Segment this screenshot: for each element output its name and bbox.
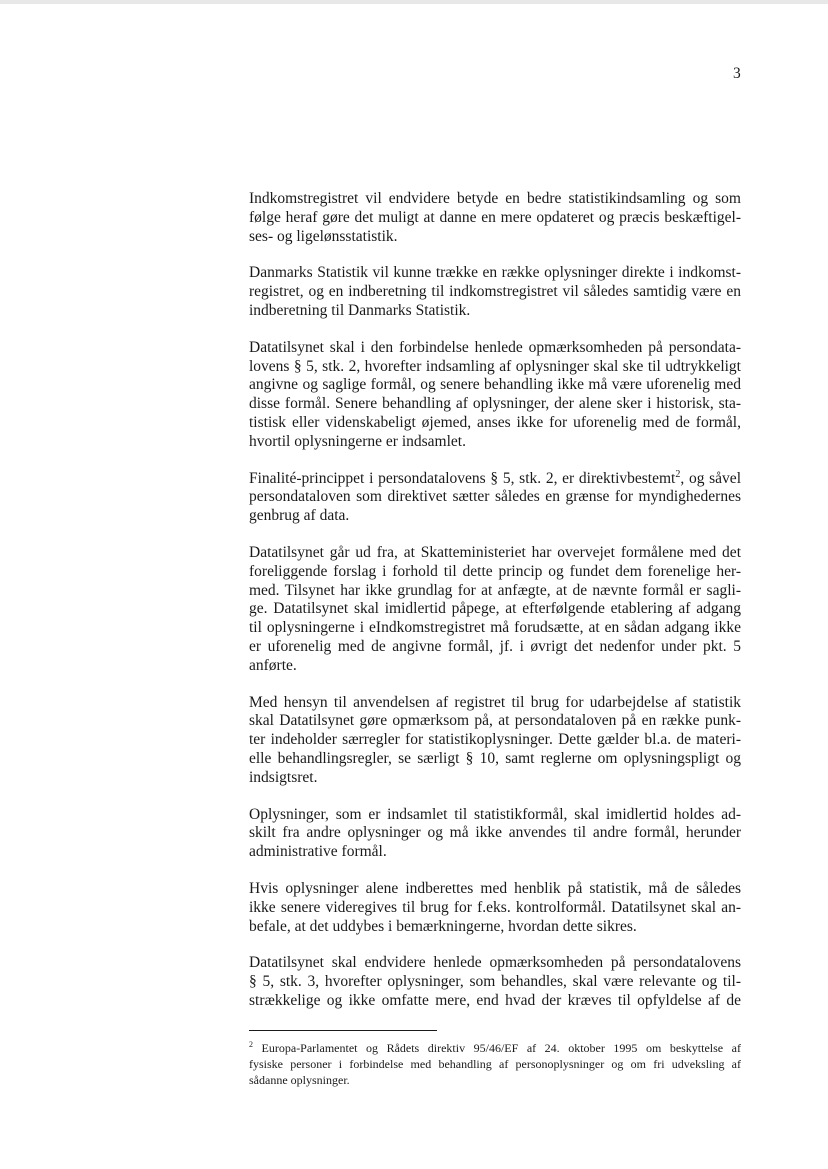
text-line: administrative formål. xyxy=(249,843,387,861)
text-line: Datatilsynet skal endvidere henlede opmærksomheden på persondatalovens xyxy=(249,954,741,972)
text-line: Danmarks Statistik vil kunne trække en række oplysninger direkte i indkomst- xyxy=(249,264,741,282)
footnote-reference[interactable]: 2 xyxy=(675,468,681,480)
footnote-line xyxy=(249,1040,741,1056)
text-line: anførte. xyxy=(249,656,297,674)
footnote-text: Europa-Parlamentet og Rådets direktiv 95/46/EF af 24. oktober 1995 om beskyttelse af xyxy=(253,1041,741,1055)
text-line: strækkelige og ikke omfatte mere, end hvad der kræves til opfyldelse af de xyxy=(249,991,741,1009)
text-line: ses- og ligelønsstatistik. xyxy=(249,227,398,245)
footnote-number: 2 xyxy=(249,1040,253,1049)
text-fragment: , og såvel xyxy=(680,469,741,487)
text-line: indberetning til Danmarks Statistik. xyxy=(249,301,471,319)
footnote-line: sådanne oplysninger. xyxy=(249,1073,350,1087)
text-line: befale, at det uddybes i bemærkningerne, hvordan dette sikres. xyxy=(249,917,637,935)
paragraph-3 xyxy=(249,339,741,452)
text-line: skilt fra andre oplysninger og må ikke anvendes til andre formål, herunder xyxy=(249,824,741,842)
text-line: skal Datatilsynet gøre opmærksom på, at persondataloven på en række punk- xyxy=(249,712,741,730)
paragraph-2 xyxy=(249,264,741,320)
paragraph-6 xyxy=(249,694,741,788)
text-line: indsigtsret. xyxy=(249,768,318,786)
text-line: følge heraf gøre det muligt at danne en mere opdateret og præcis beskæftigel- xyxy=(249,208,741,226)
text-fragment: Finalité-princippet i persondatalovens § 5, stk. 2, er direktivbestemt xyxy=(249,469,676,487)
text-line: genbrug af data. xyxy=(249,507,350,525)
page-number: 3 xyxy=(733,65,741,82)
paragraph-7 xyxy=(249,806,741,862)
text-line: Oplysninger, som er indsamlet til statistikformål, skal imidlertid holdes ad- xyxy=(249,805,741,823)
paragraph-1 xyxy=(249,190,741,246)
footnote-line: fysiske personer i forbindelse med behandling af personoplysninger og om fri udveksling af xyxy=(249,1057,741,1071)
text-line xyxy=(249,470,741,489)
paragraph-9 xyxy=(249,954,741,1010)
text-line: ge. Datatilsynet skal imidlertid påpege, at efterfølgende etablering af adgang xyxy=(249,600,741,618)
text-line: Datatilsynet går ud fra, at Skatteministeriet har overvejet formålene med det xyxy=(249,543,741,561)
text-line: lovens § 5, stk. 2, hvorefter indsamling af oplysninger skal ske til udtrykkeligt xyxy=(249,357,741,375)
text-line: registret, og en indberetning til indkomstregistret vil således samtidig være en xyxy=(249,283,741,301)
footnote-separator xyxy=(249,1030,437,1031)
text-line: disse formål. Senere behandling af oplysninger, der alene sker i historisk, sta- xyxy=(249,395,741,413)
text-line: ikke senere videregives til brug for f.eks. kontrolformål. Datatilsynet skal an- xyxy=(249,898,741,916)
text-line: hvortil oplysningerne er indsamlet. xyxy=(249,432,466,450)
text-line: er uforenelig med de angivne formål, jf. i øvrigt det nedenfor under pkt. 5 xyxy=(249,637,741,655)
paragraph-8 xyxy=(249,880,741,936)
text-line: persondataloven som direktivet sætter således en grænse for myndighedernes xyxy=(249,488,741,506)
text-line: elle behandlingsregler, se særligt § 10, samt reglerne om oplysningspligt og xyxy=(249,749,741,767)
text-line: angivne og saglige formål, og senere behandling ikke må være uforenelig med xyxy=(249,376,741,394)
text-line: foreliggende forslag i forhold til dette princip og fundet dem forenelige her- xyxy=(249,562,741,580)
text-line: med. Tilsynet har ikke grundlag for at anfægte, at de nævnte formål er sagli- xyxy=(249,581,741,599)
text-line: Indkomstregistret vil endvidere betyde en bedre statistikindsamling og som xyxy=(249,190,741,207)
footnote xyxy=(249,1040,741,1088)
text-line: Datatilsynet skal i den forbindelse henlede opmærksomheden på persondata- xyxy=(249,338,741,356)
paragraph-4 xyxy=(249,470,741,526)
text-line: til oplysningerne i eIndkomstregistret må forudsætte, at en sådan adgang ikke xyxy=(249,619,741,637)
text-line: Hvis oplysninger alene indberettes med henblik på statistik, må de således xyxy=(249,879,741,897)
top-edge-shadow xyxy=(0,0,828,4)
paragraph-5 xyxy=(249,544,741,676)
text-line: Med hensyn til anvendelsen af registret til brug for udarbejdelse af statistik xyxy=(249,693,741,711)
text-line: § 5, stk. 3, hvorefter oplysninger, som behandles, skal være relevante og til- xyxy=(249,973,741,991)
body-text xyxy=(249,190,741,1029)
text-line: ter indeholder særregler for statistikoplysninger. Dette gælder bl.a. de materi- xyxy=(249,731,741,749)
text-line: tistisk eller videnskabeligt øjemed, anses ikke for uforenelig med de formål, xyxy=(249,413,741,431)
